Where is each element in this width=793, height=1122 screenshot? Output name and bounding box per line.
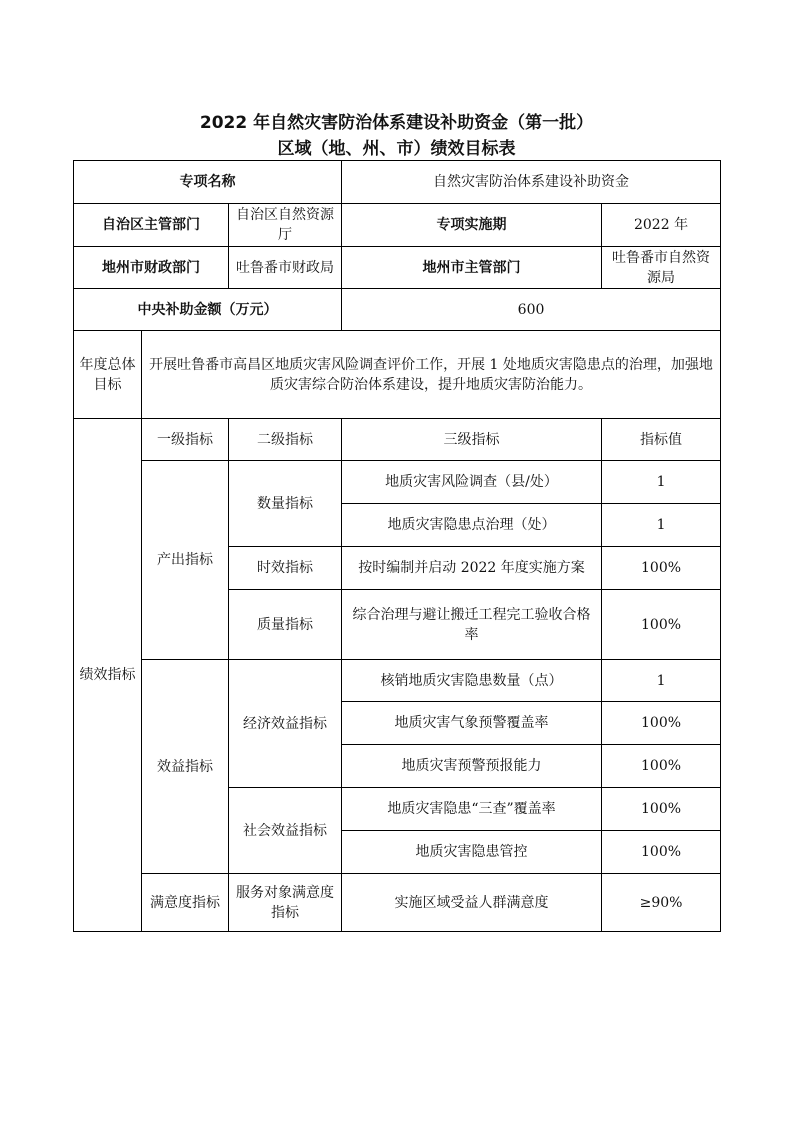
table-row-value: 1 (602, 660, 721, 702)
economic-indicator-label: 经济效益指标 (229, 660, 342, 788)
item-name-label: 专项名称 (74, 161, 342, 204)
region-dept-label: 自治区主管部门 (74, 204, 229, 247)
table-row-name: 地质灾害隐患“三查”覆盖率 (342, 788, 602, 831)
period-value: 2022 年 (602, 204, 721, 247)
table-row-value: 1 (602, 461, 721, 504)
table-row-name: 实施区域受益人群满意度 (342, 874, 602, 932)
output-indicator-label: 产出指标 (142, 461, 229, 660)
table-row-value: 100% (602, 745, 721, 788)
table-row-value: 1 (602, 504, 721, 547)
quality-indicator-label: 质量指标 (229, 590, 342, 660)
indicators-section-label: 绩效指标 (74, 419, 142, 932)
funds-value: 600 (342, 289, 721, 331)
col-level1-header: 一级指标 (142, 419, 229, 461)
table-row-name: 综合治理与避让搬迁工程完工验收合格率 (342, 590, 602, 660)
table-row-name: 地质灾害风险调查（县/处） (342, 461, 602, 504)
col-level2-header: 二级指标 (229, 419, 342, 461)
city-dept-value: 吐鲁番市自然资源局 (602, 247, 721, 289)
item-name-value: 自然灾害防治体系建设补助资金 (342, 161, 721, 204)
satisfaction-indicator-label: 满意度指标 (142, 874, 229, 932)
performance-table (73, 160, 721, 932)
table-row-value: 100% (602, 590, 721, 660)
period-label: 专项实施期 (342, 204, 602, 247)
social-indicator-label: 社会效益指标 (229, 788, 342, 874)
finance-dept-label: 地州市财政部门 (74, 247, 229, 289)
table-row-name: 地质灾害隐患点治理（处） (342, 504, 602, 547)
table-row-name: 地质灾害气象预警覆盖率 (342, 702, 602, 745)
title-line-1: 2022 年自然灾害防治体系建设补助资金（第一批） (199, 113, 594, 133)
table-row-value: 100% (602, 547, 721, 590)
table-row-value: 100% (602, 702, 721, 745)
funds-label: 中央补助金额（万元） (74, 289, 342, 331)
table-row-value: ≥90% (602, 874, 721, 932)
goal-label: 年度总体目标 (74, 331, 142, 419)
table-row-name: 按时编制并启动 2022 年度实施方案 (342, 547, 602, 590)
benefit-indicator-label: 效益指标 (142, 660, 229, 874)
table-row-value: 100% (602, 788, 721, 831)
table-row-name: 地质灾害隐患管控 (342, 831, 602, 874)
table-row-value: 100% (602, 831, 721, 874)
col-level3-header: 三级指标 (342, 419, 602, 461)
table-row-name: 核销地质灾害隐患数量（点） (342, 660, 602, 702)
title-line-2: 区域（地、州、市）绩效目标表 (277, 139, 516, 159)
timeliness-indicator-label: 时效指标 (229, 547, 342, 590)
col-value-header: 指标值 (602, 419, 721, 461)
satisfaction-sub-label: 服务对象满意度指标 (229, 874, 342, 932)
region-dept-value: 自治区自然资源厅 (229, 204, 342, 247)
goal-text: 开展吐鲁番市高昌区地质灾害风险调查评价工作，开展 1 处地质灾害隐患点的治理，加强地质灾害综合防治体系建设，提升地质灾害防治能力。 (142, 331, 721, 419)
quantity-indicator-label: 数量指标 (229, 461, 342, 547)
finance-dept-value: 吐鲁番市财政局 (229, 247, 342, 289)
table-row-name: 地质灾害预警预报能力 (342, 745, 602, 788)
city-dept-label: 地州市主管部门 (342, 247, 602, 289)
